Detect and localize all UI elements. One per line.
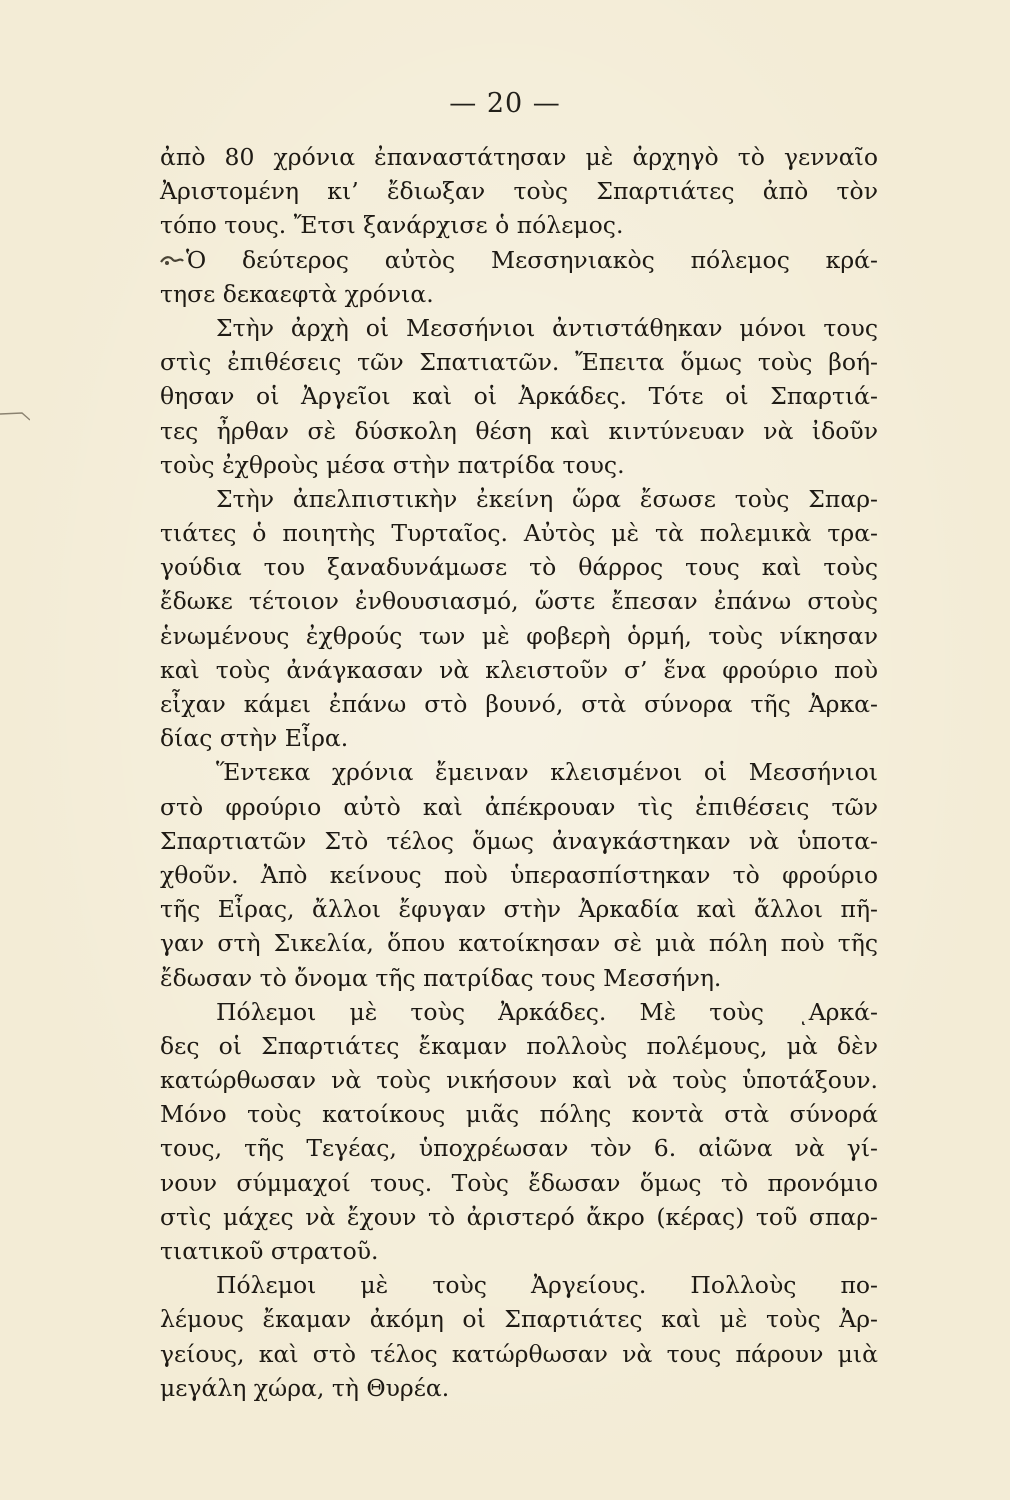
text-line: ἑνωμένους ἐχθρούς των μὲ φοβερὴ ὁρμή, τοὺς νίκησαν: [160, 621, 878, 650]
text-line: τιατικοῦ στρατοῦ.: [160, 1237, 379, 1265]
text-line: τιάτες ὁ ποιητὴς Τυρταῖος. Αὐτὸς μὲ τὰ πολεμικὰ τρα-: [160, 519, 878, 548]
text-line: τους, τῆς Τεγέας, ὑποχρέωσαν τὸν 6. αἰῶνα νὰ γί-: [160, 1134, 878, 1163]
text-line: τοὺς ἐχθροὺς μέσα στὴν πατρίδα τους.: [160, 450, 625, 479]
text-line: [160, 243, 878, 277]
text-line: γείους, καὶ στὸ τέλος κατώρθωσαν νὰ τους πάρουν μιὰ: [160, 1339, 878, 1368]
text-line: καὶ τοὺς ἀνάγκασαν νὰ κλειστοῦν σ’ ἕνα φρούριο ποὺ: [160, 655, 878, 684]
text-line: κατώρθωσαν νὰ τοὺς νικήσουν καὶ νὰ τοὺς ὑποτάξουν.: [160, 1066, 878, 1095]
text-line: χθοῦν. Ἀπὸ κείνους ποὺ ὑπερασπίστηκαν τὸ φρούριο: [160, 860, 878, 889]
text-line: ἔδωσαν τὸ ὄνομα τῆς πατρίδας τους Μεσσήνη.: [160, 963, 722, 992]
text-line: θησαν οἱ Ἀργεῖοι καὶ οἱ Ἀρκάδες. Τότε οἱ Σπαρτιά-: [160, 382, 878, 411]
text-line: τόπο τους. Ἔτσι ξανάρχισε ὁ πόλεμος.: [160, 211, 624, 240]
text-line: γούδια του ξαναδυνάμωσε τὸ θάρρος τους καὶ τοὺς: [160, 553, 878, 582]
text-line: ἀπὸ 80 χρόνια ἐπαναστάτησαν μὲ ἀρχηγὸ τὸ γενναῖο: [160, 143, 878, 171]
text-line: Στὴν ἀρχὴ οἱ Μεσσήνιοι ἀντιστάθηκαν μόνοι τους: [216, 313, 878, 342]
text-line: τες ἦρθαν σὲ δύσκολη θέση καὶ κιντύνευαν νὰ ἰδοῦν: [160, 416, 878, 445]
body-text: [160, 140, 878, 1405]
text-line: δες οἱ Σπαρτιάτες ἔκαμαν πολλοὺς πολέμους, μὰ δὲν: [160, 1031, 878, 1060]
text-line: Στὴν ἀπελπιστικὴν ἐκείνη ὥρα ἔσωσε τοὺς Σπαρ-: [216, 484, 878, 513]
text-line: Μόνο τοὺς κατοίκους μιᾶς πόλης κοντὰ στὰ σύνορά: [160, 1100, 878, 1129]
text-line: δίας στὴν Εἶρα.: [160, 724, 349, 753]
text-line-content: Ὁ δεύτερος αὐτὸς Μεσσηνιακὸς πόλεμος κρά-: [186, 245, 878, 274]
text-line: Ἕντεκα χρόνια ἔμειναν κλεισμένοι οἱ Μεσσήνιοι: [216, 758, 878, 787]
text-line: μεγάλη χώρα, τὴ Θυρέα.: [160, 1373, 450, 1402]
text-line: Σπαρτιατῶν Στὸ τέλος ὅμως ἀναγκάστηκαν νὰ ὑποτα-: [160, 826, 878, 855]
text-line: νουν σύμμαχοί τους. Τοὺς ἔδωσαν ὅμως τὸ προνόμιο: [160, 1168, 878, 1197]
page-number: — 20 —: [449, 88, 561, 119]
text-line: στὶς μάχες νὰ ἔχουν τὸ ἀριστερό ἄκρο (κέρας) τοῦ σπαρ-: [160, 1202, 878, 1231]
margin-ink-mark-icon: [0, 406, 30, 422]
section-heading-line: Πόλεμοι μὲ τοὺς Ἀρκάδες. Μὲ τοὺς ͺΑρκά-: [216, 997, 878, 1026]
text-line: εἶχαν κάμει ἐπάνω στὸ βουνό, στὰ σύνορα τῆς Ἀρκα-: [160, 690, 878, 718]
text-line: ἔδωκε τέτοιον ἐνθουσιασμό, ὥστε ἔπεσαν ἐπάνω στοὺς: [160, 587, 878, 616]
ink-smudge-icon: [160, 253, 184, 269]
text-line: στὸ φρούριο αὐτὸ καὶ ἀπέκρουαν τὶς ἐπιθέσεις τῶν: [160, 792, 878, 821]
text-line: γαν στὴ Σικελία, ὅπου κατοίκησαν σὲ μιὰ πόλη ποὺ τῆς: [160, 929, 878, 958]
text-line: στὶς ἐπιθέσεις τῶν Σπατιατῶν. Ἔπειτα ὅμως τοὺς βοή-: [160, 348, 878, 377]
text-line: λέμους ἔκαμαν ἀκόμη οἱ Σπαρτιάτες καὶ μὲ τοὺς Ἀρ-: [160, 1305, 878, 1334]
section-heading-line: Πόλεμοι μὲ τοὺς Ἀργείους. Πολλοὺς πο-: [216, 1271, 878, 1300]
text-line: Ἀριστομένη κι’ ἔδιωξαν τοὺς Σπαρτιάτες ἀπὸ τὸν: [160, 177, 878, 206]
text-line: τησε δεκαεφτὰ χρόνια.: [160, 279, 434, 308]
text-line: τῆς Εἶρας, ἄλλοι ἔφυγαν στὴν Ἀρκαδία καὶ ἄλλοι πῆ-: [160, 895, 878, 924]
